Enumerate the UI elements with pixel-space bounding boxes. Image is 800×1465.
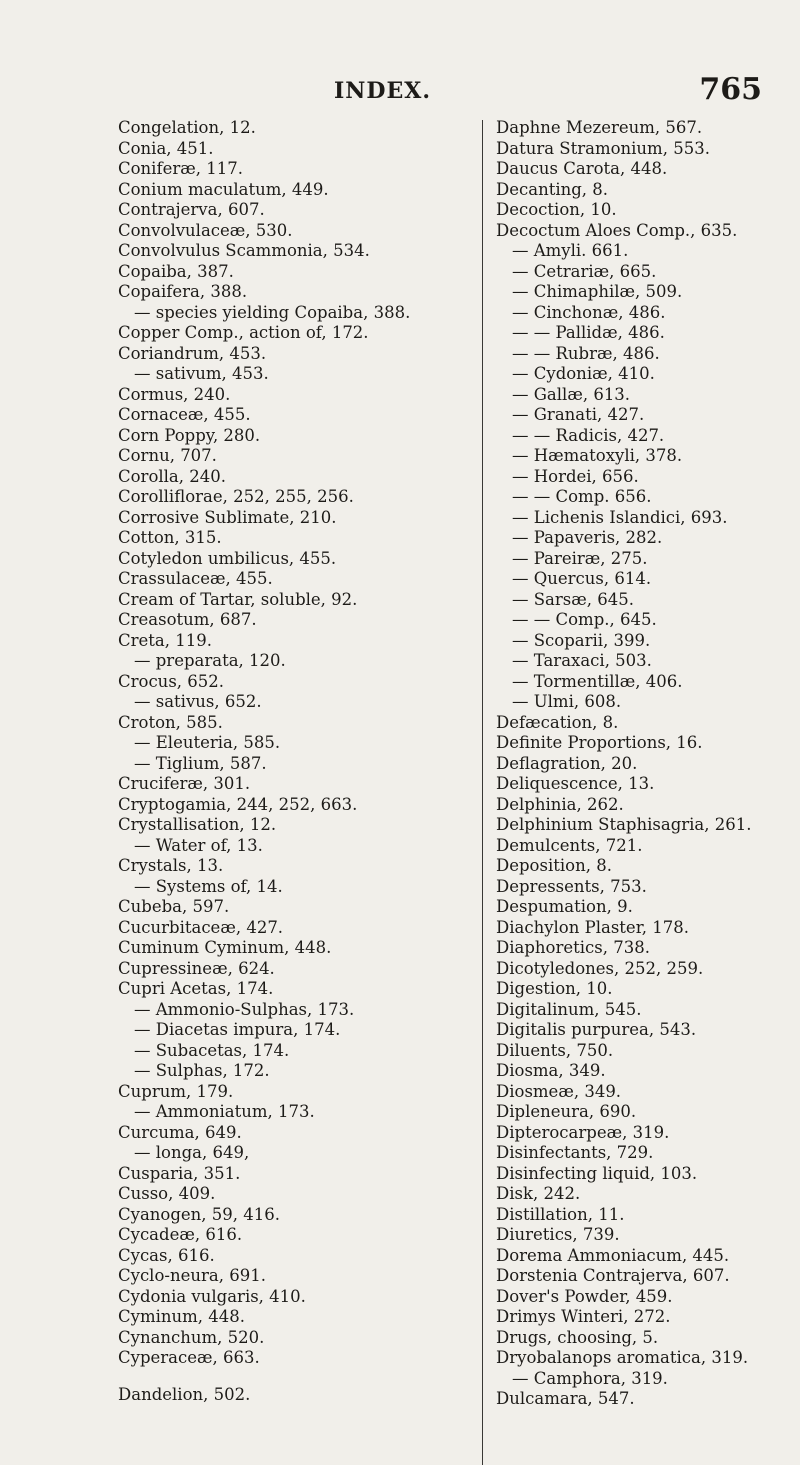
index-entry: Copaiba, 387. <box>118 261 234 281</box>
index-entry: Cormus, 240. <box>118 384 231 404</box>
index-entry: Cream of Tartar, soluble, 92. <box>118 589 358 609</box>
index-entry: — Scoparii, 399. <box>512 630 651 650</box>
index-entry: Croton, 585. <box>118 712 223 732</box>
index-entry: — Systems of, 14. <box>134 876 283 896</box>
index-entry: Cusparia, 351. <box>118 1163 241 1183</box>
index-entry: — Camphora, 319. <box>512 1368 668 1388</box>
index-entry: Copaifera, 388. <box>118 282 248 301</box>
index-entry: — Chimaphilæ, 509. <box>512 282 683 301</box>
index-entry: Cyclo-neura, 691. <box>118 1266 266 1285</box>
index-entry: Crystallisation, 12. <box>118 815 277 834</box>
running-title: INDEX. <box>334 78 431 104</box>
index-entry: Cubeba, 597. <box>118 897 230 916</box>
index-entry: Cuprum, 179. <box>118 1081 234 1101</box>
index-entry: Delphinia, 262. <box>496 794 624 814</box>
index-entry: Dryobalanops aromatica, 319. <box>496 1348 749 1367</box>
index-entry: Dorema Ammoniacum, 445. <box>496 1245 730 1265</box>
index-entry: — Ammonio-Sulphas, 173. <box>134 999 355 1019</box>
index-entry: Despumation, 9. <box>496 897 633 916</box>
index-entry: Cotton, 315. <box>118 528 222 547</box>
index-entry: Diosmeæ, 349. <box>496 1081 622 1101</box>
index-entry: Curcuma, 649. <box>118 1122 242 1142</box>
index-entry: Deliquescence, 13. <box>496 774 655 793</box>
index-entry: Digestion, 10. <box>496 979 613 998</box>
index-entry: — — Pallidæ, 486. <box>512 323 665 342</box>
index-entry: Copper Comp., action of, 172. <box>118 323 369 342</box>
index-entry: Deposition, 8. <box>496 856 612 875</box>
index-entry: — Hæmatoxyli, 378. <box>512 446 683 465</box>
index-entry: — — Rubræ, 486. <box>512 343 660 363</box>
index-entry: Crassulaceæ, 455. <box>118 569 273 588</box>
index-entry: — Subacetas, 174. <box>134 1040 290 1060</box>
index-entry: Coniferæ, 117. <box>118 159 243 178</box>
index-entry: Disinfecting liquid, 103. <box>496 1163 698 1183</box>
index-entry: — Water of, 13. <box>134 835 263 855</box>
index-entry: Crocus, 652. <box>118 671 225 691</box>
index-entry: — — Comp. 656. <box>512 487 652 506</box>
index-entry: Daucus Carota, 448. <box>496 159 668 178</box>
index-entry: Cyanogen, 59, 416. <box>118 1204 281 1224</box>
index-entry: Dipleneura, 690. <box>496 1102 637 1121</box>
index-entry: Conium maculatum, 449. <box>118 179 329 199</box>
index-entry: — sativum, 453. <box>134 364 269 383</box>
index-entry: Decoctum Aloes Comp., 635. <box>496 220 738 240</box>
index-entry: Depressents, 753. <box>496 876 647 896</box>
index-entry: Cotyledon umbilicus, 455. <box>118 548 337 568</box>
index-entry: — Granati, 427. <box>512 405 645 424</box>
index-entry: Decanting, 8. <box>496 179 609 199</box>
index-entry: Cornaceæ, 455. <box>118 405 251 424</box>
index-entry: Crystals, 13. <box>118 856 224 875</box>
index-entry: — Eleuteria, 585. <box>134 733 281 752</box>
index-entry: — Diacetas impura, 174. <box>134 1020 341 1039</box>
index-entry: Diaphoretics, 738. <box>496 938 650 957</box>
index-entry: Contrajerva, 607. <box>118 200 265 219</box>
index-entry: Cyminum, 448. <box>118 1307 245 1326</box>
index-entry: Coriandrum, 453. <box>118 343 267 363</box>
index-entry: Diachylon Plaster, 178. <box>496 917 689 937</box>
index-entry: Cynanchum, 520. <box>118 1327 265 1347</box>
index-entry: Cruciferæ, 301. <box>118 774 251 793</box>
index-entry: Delphinium Staphisagria, 261. <box>496 815 752 834</box>
index-entry: Corn Poppy, 280. <box>118 425 261 445</box>
index-entry: Dicotyledones, 252, 259. <box>496 958 704 978</box>
index-entry: — sativus, 652. <box>134 692 262 711</box>
index-column-left <box>118 118 480 1405</box>
index-entry: Dulcamara, 547. <box>496 1389 635 1408</box>
index-entry: Cydonia vulgaris, 410. <box>118 1286 306 1306</box>
index-column-right <box>496 118 796 1410</box>
index-entry: — Sarsæ, 645. <box>512 589 634 609</box>
index-entry: Corolla, 240. <box>118 466 226 486</box>
index-entry: Convolvulus Scammonia, 534. <box>118 241 370 260</box>
index-entry: — Pareiræ, 275. <box>512 548 648 568</box>
index-entry: Diosma, 349. <box>496 1061 606 1080</box>
index-entry: Diluents, 750. <box>496 1040 614 1060</box>
index-entry: Datura Stramonium, 553. <box>496 138 710 158</box>
index-entry: Distillation, 11. <box>496 1204 625 1224</box>
index-entry: Cupri Acetas, 174. <box>118 979 274 998</box>
index-entry: — Tiglium, 587. <box>134 753 267 773</box>
index-entry: Deflagration, 20. <box>496 753 638 773</box>
index-entry: Corolliflorae, 252, 255, 256. <box>118 487 354 506</box>
index-entry: Cuminum Cyminum, 448. <box>118 938 332 957</box>
index-entry: — Ammoniatum, 173. <box>134 1102 315 1121</box>
page-header <box>0 72 800 112</box>
index-entry: Cupressineæ, 624. <box>118 958 275 978</box>
index-entry: — Sulphas, 172. <box>134 1061 270 1080</box>
index-entry: Cornu, 707. <box>118 446 217 465</box>
index-entry: Creta, 119. <box>118 630 212 650</box>
index-entry: Demulcents, 721. <box>496 835 643 855</box>
index-entry: — Papaveris, 282. <box>512 528 663 547</box>
index-entry: — Cinchonæ, 486. <box>512 302 666 322</box>
index-entry: — Quercus, 614. <box>512 569 652 588</box>
index-entry: Convolvulaceæ, 530. <box>118 220 293 240</box>
index-entry: Creasotum, 687. <box>118 610 257 629</box>
index-entry: Cycadeæ, 616. <box>118 1225 243 1244</box>
index-entry: — Cetrariæ, 665. <box>512 261 657 281</box>
index-entry: Dorstenia Contrajerva, 607. <box>496 1266 730 1285</box>
index-entry: — Amyli. 661. <box>512 241 629 260</box>
index-entry: — Ulmi, 608. <box>512 692 622 711</box>
index-entry: Dipterocarpeæ, 319. <box>496 1122 670 1142</box>
index-entry: — species yielding Copaiba, 388. <box>134 302 411 322</box>
column-divider <box>482 120 483 1465</box>
index-entry: — preparata, 120. <box>134 651 286 670</box>
index-entry: — Taraxaci, 503. <box>512 651 652 670</box>
index-entry: Congelation, 12. <box>118 118 256 137</box>
index-entry: Defæcation, 8. <box>496 712 619 732</box>
index-entry: Cryptogamia, 244, 252, 663. <box>118 794 358 814</box>
index-entry: — Cydoniæ, 410. <box>512 364 655 383</box>
index-entry: — Gallæ, 613. <box>512 384 631 404</box>
index-entry: Disk, 242. <box>496 1184 581 1203</box>
index-entry: Digitalis purpurea, 543. <box>496 1020 697 1039</box>
index-entry: Drimys Winteri, 272. <box>496 1307 671 1326</box>
page-number: 765 <box>699 72 762 107</box>
index-entry: — — Radicis, 427. <box>512 425 665 445</box>
index-entry: — Hordei, 656. <box>512 466 639 486</box>
index-entry: Cucurbitaceæ, 427. <box>118 917 284 937</box>
index-entry: Cycas, 616. <box>118 1245 215 1265</box>
index-entry: — Tormentillæ, 406. <box>512 671 683 691</box>
index-entry: Cusso, 409. <box>118 1184 216 1203</box>
index-entry: Disinfectants, 729. <box>496 1143 654 1162</box>
index-entry: Drugs, choosing, 5. <box>496 1327 659 1347</box>
index-entry: Definite Proportions, 16. <box>496 733 703 752</box>
index-entry: Digitalinum, 545. <box>496 999 642 1019</box>
index-entry: Diuretics, 739. <box>496 1225 620 1244</box>
index-entry: Decoction, 10. <box>496 200 617 219</box>
index-entry: Dandelion, 502. <box>118 1384 251 1404</box>
index-entry: Daphne Mezereum, 567. <box>496 118 703 137</box>
index-entry: Corrosive Sublimate, 210. <box>118 507 337 527</box>
index-entry: — longa, 649, <box>134 1143 250 1162</box>
index-entry: — Lichenis Islandici, 693. <box>512 507 728 527</box>
index-entry: Cyperaceæ, 663. <box>118 1348 260 1367</box>
index-entry: Dover's Powder, 459. <box>496 1286 673 1306</box>
index-entry: Conia, 451. <box>118 138 214 158</box>
index-entry: — — Comp., 645. <box>512 610 657 629</box>
